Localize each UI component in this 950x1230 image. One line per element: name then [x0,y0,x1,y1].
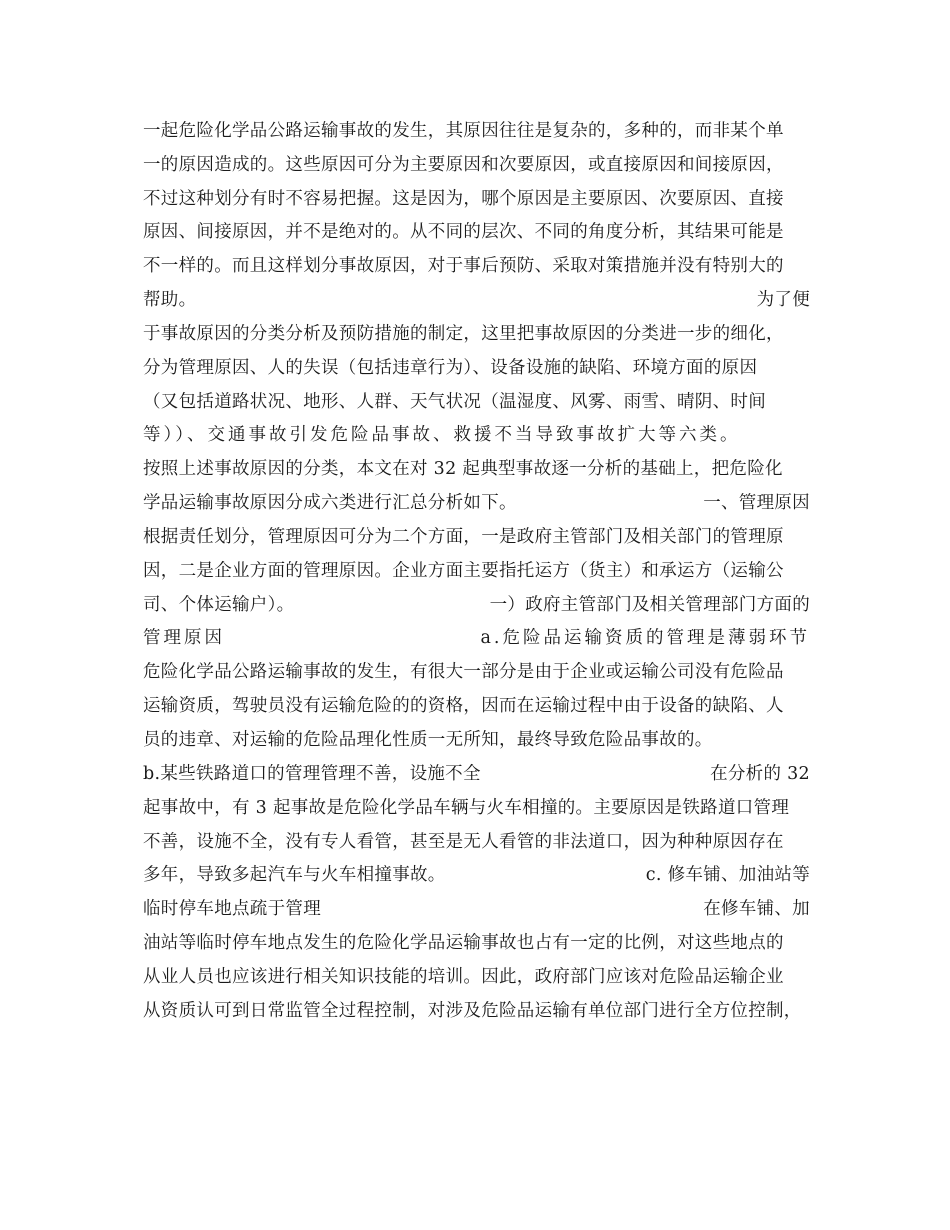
line-text: 因，二是企业方面的管理原因。企业方面主要指托运方（货主）和承运方（运输公 [143,560,784,581]
text-line [143,282,810,314]
line-text-right: 一、管理原因 [703,492,810,513]
text-line [143,147,810,179]
text-line [143,857,810,889]
line-text: 多年，导致多起汽车与火车相撞事故。 [143,864,446,885]
text-line [143,959,810,991]
line-text-right: a.危险品运输资质的管理是薄弱环节 [480,627,810,648]
line-text-right: 在分析的 32 [710,763,810,784]
line-text: 按照上述事故原因的分类，本文在对 32 起典型事故逐一分析的基础上，把危险化 [143,458,783,479]
text-line [143,248,810,280]
text-line [143,824,810,856]
line-text: 起事故中，有 3 起事故是危险化学品车辆与火车相撞的。主要原因是铁路道口管理 [143,797,790,818]
text-line [143,316,810,348]
line-text: （又包括道路状况、地形、人群、天气状况（温湿度、风雾、雨雪、晴阴、时间 [143,391,766,412]
line-text: 不善，设施不全，没有专人看管，甚至是无人看管的非法道口，因为种种原因存在 [143,831,784,852]
line-text: 从业人员也应该进行相关知识技能的培训。因此，政府部门应该对危险品运输企业 [143,966,784,987]
line-text: 司、个体运输户）。 [143,594,295,615]
line-text: 运输资质，驾驶员没有运输危险的的资格，因而在运输过程中由于设备的缺陷、人 [143,695,784,716]
line-text-right: 在修车铺、加 [703,898,810,919]
line-text: 一起危险化学品公路运输事故的发生，其原因往往是复杂的，多种的，而非某个单 [143,120,784,141]
text-line [143,519,810,551]
text-line [143,620,810,652]
line-text: b.某些铁路道口的管理管理不善，设施不全 [143,763,481,784]
line-text: 分为管理原因、人的失误（包括违章行为）、设备设施的缺陷、环境方面的原因 [143,357,758,378]
line-text: 员的违章、对运输的危险品理化性质一无所知，最终导致危险品事故的。 [143,729,713,750]
line-text: 临时停车地点疏于管理 [143,898,321,919]
line-text: 于事故原因的分类分析及预防措施的制定，这里把事故原因的分类进一步的细化， [143,323,784,344]
line-text: 等））、交通事故引发危险品事故、救援不当导致事故扩大等六类。 [143,424,741,445]
text-line [143,113,810,145]
text-line [143,925,810,957]
line-text: 油站等临时停车地点发生的危险化学品运输事故也占有一定的比例，对这些地点的 [143,932,784,953]
text-line [143,214,810,246]
line-text: 从资质认可到日常监管全过程控制，对涉及危险品运输有单位部门进行全方位控制， [143,1000,802,1021]
line-text: 学品运输事故原因分成六类进行汇总分析如下。 [143,492,517,513]
line-text: 根据责任划分，管理原因可分为二个方面，一是政府主管部门及相关部门的管理原 [143,526,784,547]
text-line [143,181,810,213]
line-text-right: c. 修车铺、加油站等 [645,864,810,885]
line-text: 管理原因 [143,627,225,648]
text-line [143,688,810,720]
text-line [143,993,810,1025]
line-text: 不一样的。而且这样划分事故原因，对于事后预防、采取对策措施并没有特别大的 [143,255,784,276]
text-line [143,790,810,822]
line-text: 原因、间接原因，并不是绝对的。从不同的层次、不同的角度分析，其结果可能是 [143,221,784,242]
text-line [143,891,810,923]
line-text: 危险化学品公路运输事故的发生，有很大一部分是由于企业或运输公司没有危险品 [143,661,784,682]
text-line [143,756,810,788]
line-text: 一的原因造成的。这些原因可分为主要原因和次要原因，或直接原因和间接原因， [143,154,784,175]
text-line [143,451,810,483]
line-text: 不过这种划分有时不容易把握。这是因为，哪个原因是主要原因、次要原因、直接 [143,188,784,209]
line-text-right: 一）政府主管部门及相关管理部门方面的 [489,594,810,615]
line-text-right: 为了便 [756,289,810,310]
line-text: 帮助。 [143,289,197,310]
text-line [143,485,810,517]
text-line [143,350,810,382]
text-line [143,553,810,585]
text-line [143,587,810,619]
text-line [143,722,810,754]
text-line [143,384,810,416]
text-line [143,417,810,449]
text-line [143,654,810,686]
